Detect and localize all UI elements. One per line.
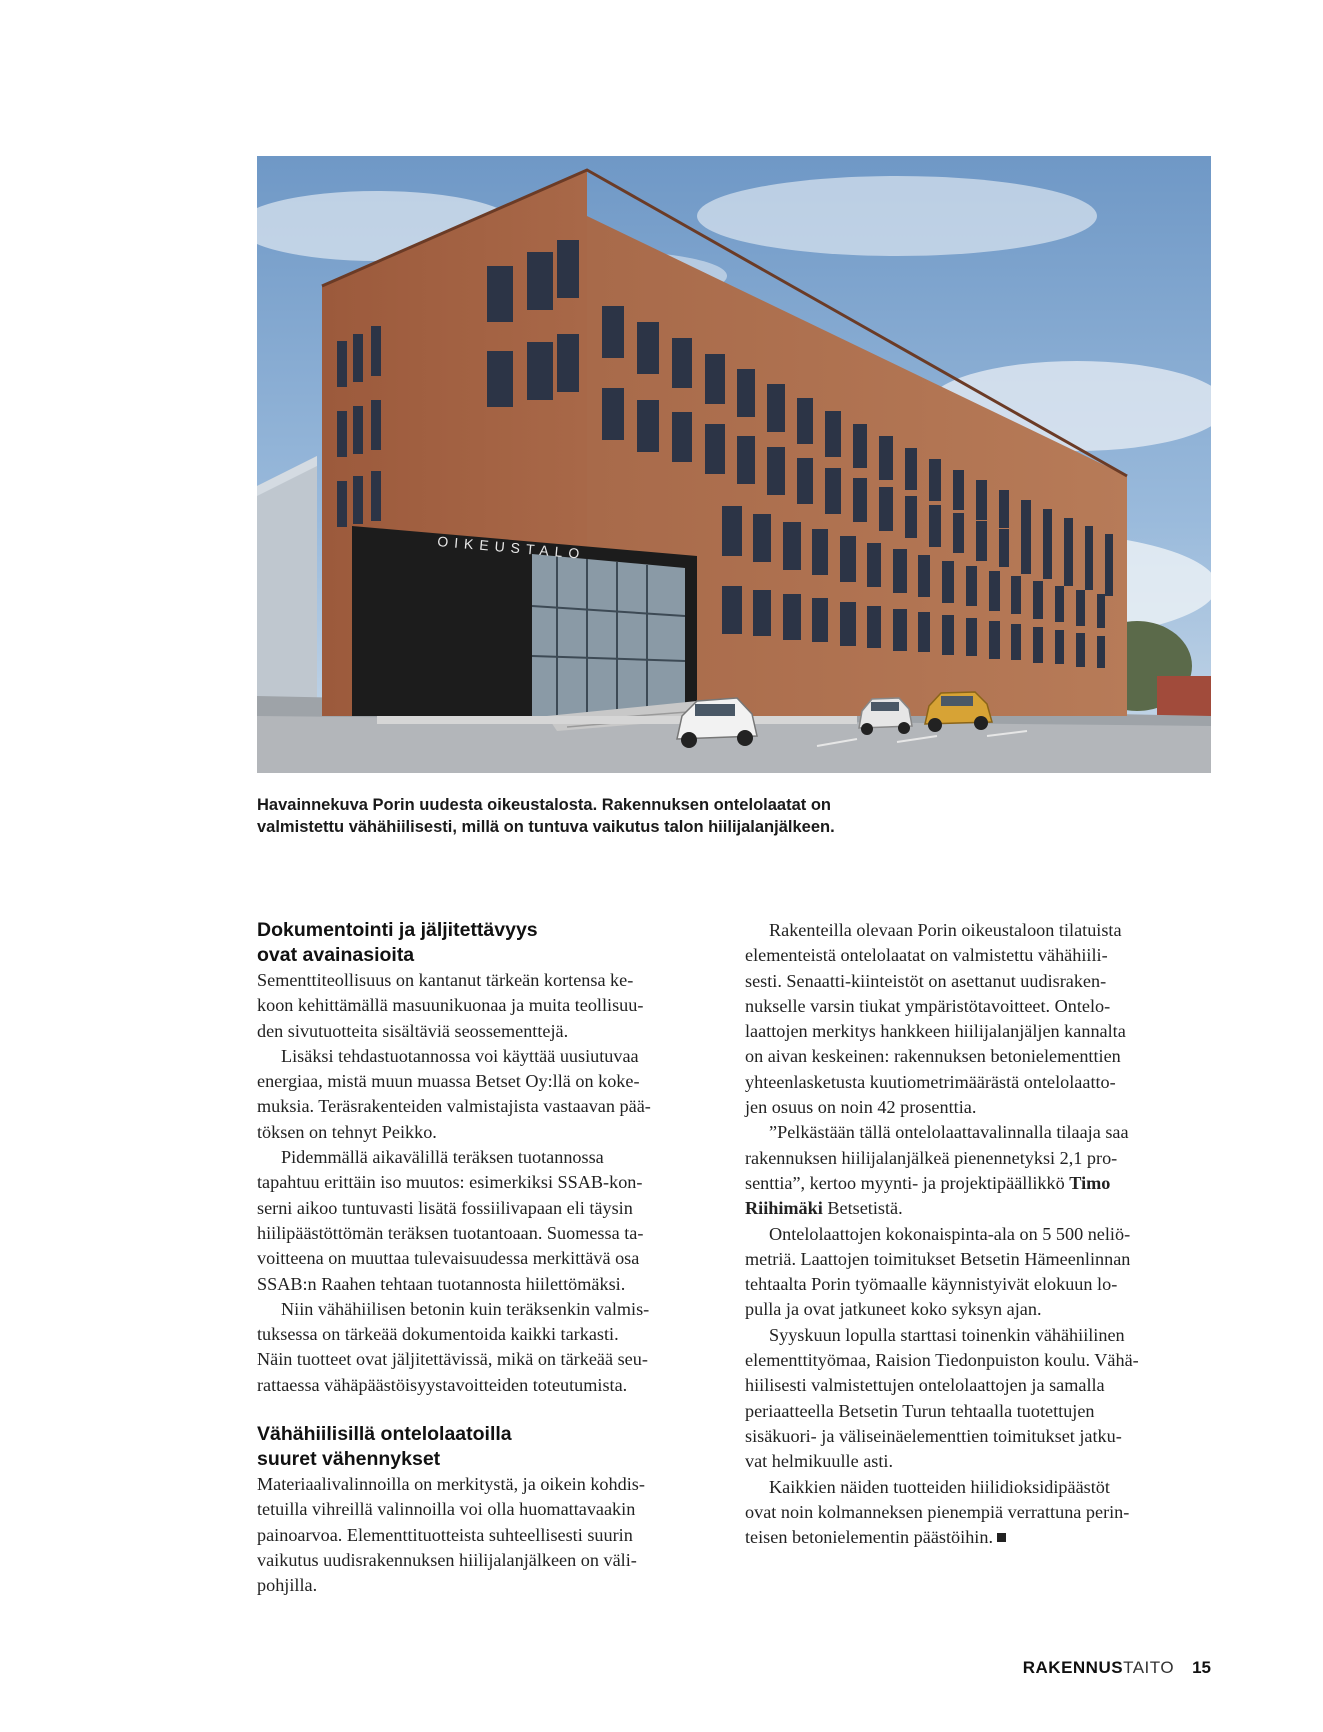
text-line: ovat noin kolmanneksen pienempiä verrattuna perin- (745, 1501, 1130, 1522)
section-heading (257, 1422, 727, 1472)
paragraph (745, 1222, 1215, 1323)
text-line: koon kehittämällä masuunikuonaa ja muita teollisuu- (257, 995, 644, 1016)
text-line: vat helmikuulle asti. (745, 1451, 893, 1472)
text-line: Pidemmällä aikavälillä teräksen tuotannossa (281, 1147, 604, 1168)
text-line: jen osuus on noin 42 prosenttia. (745, 1097, 977, 1118)
heading-line: Vähähiilisillä ontelolaatoilla (257, 1423, 512, 1446)
heading-line: suuret vähennykset (257, 1448, 441, 1471)
text-line: Niin vähähiilisen betonin kuin teräksenkin valmis- (281, 1298, 650, 1319)
text-line: tapahtuu erittäin iso muutos: esimerkiksi SSAB-kon- (257, 1172, 643, 1193)
text-line: voitteena on muuttaa tulevaisuudessa merkittävä osa (257, 1248, 640, 1269)
text-line: elementeistä ontelolaatat on valmistettu vähähiili- (745, 945, 1108, 966)
text-fragment: teisen betonielementin päästöihin. (745, 1527, 993, 1548)
text-line: painoarvoa. Elementtituotteista suhteellisesti suurin (257, 1524, 633, 1545)
text-line: energiaa, mistä muun muassa Betset Oy:llä on koke- (257, 1071, 640, 1092)
text-line: serni aikoo tuntuvasti lisätä fossiilivapaan eli täysin (257, 1197, 633, 1218)
person-name: Timo (1069, 1172, 1111, 1193)
text-line: pulla ja ovat jatkuneet koko syksyn ajan. (745, 1299, 1042, 1320)
paragraph (257, 1297, 727, 1398)
text-line: on aivan keskeinen: rakennuksen betonielementtien (745, 1046, 1121, 1067)
text-line: Materiaalivalinnoilla on merkitystä, ja oikein kohdis- (257, 1474, 645, 1495)
text-line: metriä. Laattojen toimitukset Betsetin Hämeenlinnan (745, 1248, 1131, 1269)
text-line: pohjilla. (257, 1575, 318, 1596)
magazine-name-bold: RAKENNUS (1022, 1658, 1124, 1677)
text-line: hiilisesti valmistettujen ontelolaattojen ja samalla (745, 1375, 1105, 1396)
text-line: tuksessa on tärkeää dokumentoida kaikki tarkasti. (257, 1324, 619, 1345)
text-line: Syyskuun lopulla starttasi toinenkin vähähiilinen (769, 1324, 1125, 1345)
article-right-column (745, 918, 1215, 1550)
text-line: Näin tuotteet ovat jäljitettävissä, mikä on tärkeää seu- (257, 1349, 648, 1370)
section-heading (257, 918, 727, 968)
text-line: vaikutus uudisrakennuksen hiilijalanjälkeen on väli- (257, 1549, 637, 1570)
paragraph (745, 1120, 1215, 1221)
paragraph (257, 1472, 727, 1598)
text-line: Rakenteilla olevaan Porin oikeustaloon tilatuista (769, 920, 1122, 940)
text-line (745, 1196, 1215, 1221)
text-line: muksia. Teräsrakenteiden valmistajista vastaavan pää- (257, 1096, 651, 1117)
magazine-name-light: TAITO (1123, 1658, 1175, 1677)
text-line: ”Pelkästään tällä ontelolaattavalinnalla tilaaja saa (769, 1122, 1129, 1143)
text-line: sesti. Senaatti-kiinteistöt on asettanut uudisraken- (745, 970, 1107, 991)
paragraph (745, 918, 1215, 1120)
caption-line: valmistettu vähähiilisesti, millä on tuntuva vaikutus talon hiilijalanjälkeen. (257, 818, 835, 836)
text-line (745, 1525, 1215, 1550)
text-line: rattaessa vähäpäästöisyystavoitteiden toteutumista. (257, 1374, 628, 1395)
photo-caption (257, 794, 957, 838)
paragraph (745, 1475, 1215, 1551)
text-fragment: senttia”, kertoo myynti- ja projektipäällikkö (745, 1172, 1070, 1193)
text-line: SSAB:n Raahen tehtaan tuotannosta hiilettömäksi. (257, 1273, 626, 1294)
text-line: den sivutuotteita sisältäviä seossementtejä. (257, 1020, 569, 1041)
page-number: 15 (1192, 1658, 1211, 1677)
text-line (745, 1171, 1215, 1196)
heading-line: Dokumentointi ja jäljitettävyys (257, 919, 538, 941)
text-line: Lisäksi tehdastuotannossa voi käyttää uusiutuvaa (281, 1045, 639, 1066)
article-left-column (257, 918, 727, 1599)
text-fragment: Betsetistä. (822, 1198, 903, 1219)
paragraph (745, 1323, 1215, 1475)
paragraph (257, 968, 727, 1044)
building-sign-text: OIKEUSTALO (436, 533, 587, 562)
text-line: tehtaalta Porin työmaalle käynnistyivät elokuun lo- (745, 1274, 1118, 1295)
text-line: periaatteella Betsetin Turun tehtaalla tuotettujen (745, 1400, 1095, 1421)
paragraph (257, 1044, 727, 1145)
text-line: tetuilla vihreillä valinnoilla voi olla huomattavaakin (257, 1499, 636, 1520)
text-line: hiilipäästöttömän teräksen tuotantoaan. Suomessa ta- (257, 1222, 644, 1243)
text-line: nukselle varsin tiukat ympäristötavoitteet. Ontelo- (745, 995, 1111, 1016)
person-name: Riihimäki (745, 1198, 823, 1219)
paragraph (257, 1145, 727, 1297)
text-line: elementtityömaa, Raision Tiedonpuiston koulu. Vähä- (745, 1350, 1139, 1371)
building-illustration (257, 156, 1211, 773)
text-line: yhteenlasketusta kuutiometrimäärästä ontelolaatto- (745, 1071, 1116, 1092)
text-line: sisäkuori- ja väliseinäelementtien toimitukset jatku- (745, 1425, 1122, 1446)
text-line: laattojen merkitys hankkeen hiilijalanjäljen kannalta (745, 1021, 1126, 1042)
caption-line: Havainnekuva Porin uudesta oikeustalosta. Rakennuksen ontelolaatat on (257, 796, 831, 814)
building-rendering-photo (257, 156, 1211, 773)
text-line: Kaikkien näiden tuotteiden hiilidioksidipäästöt (769, 1476, 1110, 1497)
page-footer (1023, 1658, 1211, 1678)
text-line: Sementtiteollisuus on kantanut tärkeän kortensa ke- (257, 970, 634, 990)
text-line: Ontelolaattojen kokonaispinta-ala on 5 500 neliö- (769, 1223, 1131, 1244)
heading-line: ovat avainasioita (257, 944, 415, 966)
end-of-article-mark (997, 1533, 1006, 1542)
text-line: töksen on tehnyt Peikko. (257, 1121, 437, 1142)
text-line: rakennuksen hiilijalanjälkeä pienennetyksi 2,1 pro- (745, 1147, 1118, 1168)
